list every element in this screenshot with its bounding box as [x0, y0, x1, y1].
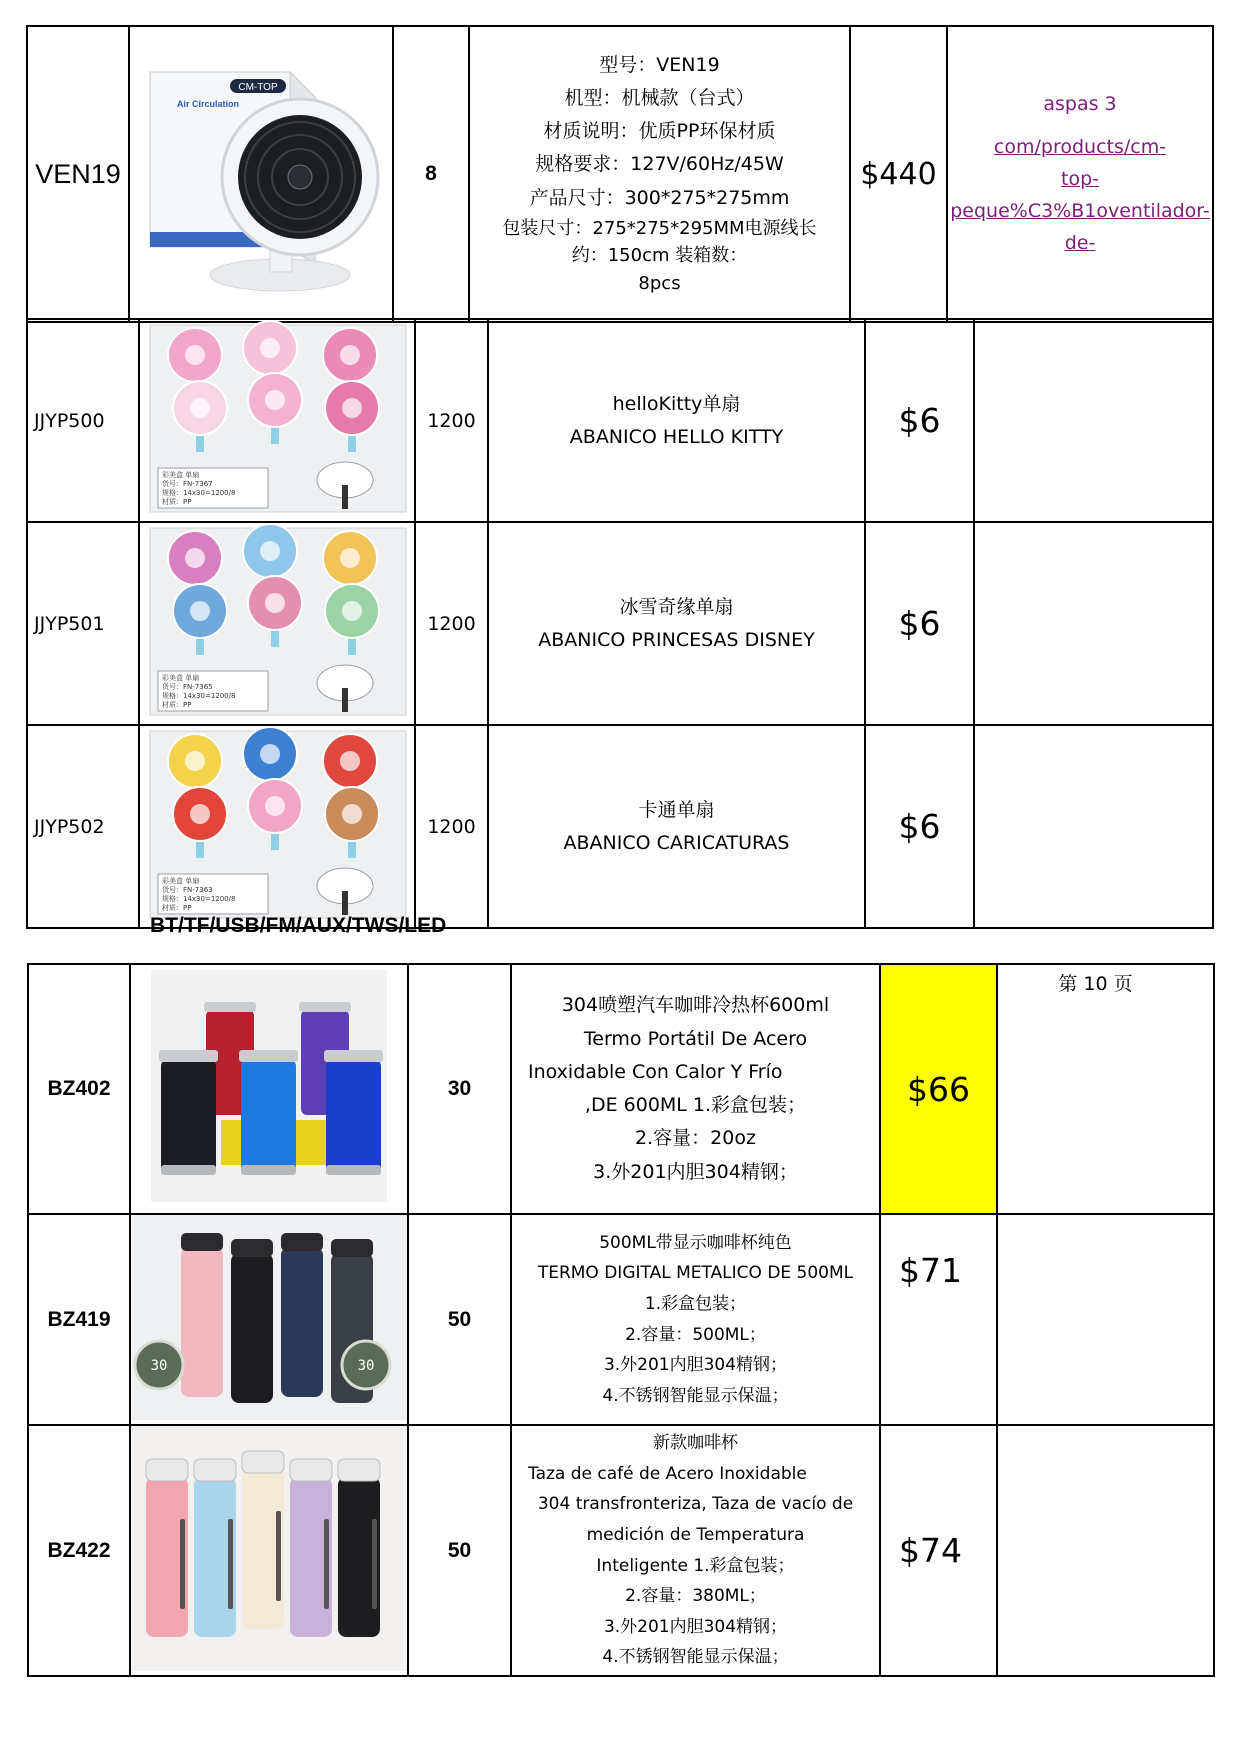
- fan-face: [185, 751, 205, 771]
- desc-line: medición de Temperatura: [586, 1524, 805, 1545]
- product-description: [488, 319, 865, 522]
- spec-text: 材质：PP: [162, 701, 192, 709]
- fan-face: [190, 601, 210, 621]
- desk-fan-image: [130, 27, 393, 317]
- product-image-cell: [129, 26, 393, 322]
- price: $66: [880, 964, 997, 1214]
- product-image-cell: [130, 1425, 408, 1676]
- fan-face: [260, 744, 280, 764]
- desc-line: 3.外201内胆304精钢；: [603, 1616, 788, 1637]
- fans-table: [26, 318, 1214, 929]
- desc-line: Taza de café de Acero Inoxidable: [528, 1463, 807, 1484]
- fan-diagram-handle: [342, 688, 348, 712]
- page-number: 第 10 页: [997, 964, 1214, 1214]
- fan-face: [342, 601, 362, 621]
- cups-table: [27, 963, 1215, 1677]
- fan-face: [185, 548, 205, 568]
- fan-sheet-image: [140, 523, 415, 720]
- temperature-readout: 30: [357, 1358, 375, 1374]
- spec-text: 材质：PP: [162, 904, 192, 912]
- cup-lid: [231, 1239, 273, 1257]
- fan-face: [190, 804, 210, 824]
- fan-face: [260, 541, 280, 561]
- spec-text: 货号：FN-7363: [162, 886, 213, 894]
- cup-body: [281, 1247, 323, 1397]
- product-code: BZ402: [28, 964, 130, 1214]
- fan-row: [27, 522, 1213, 725]
- tumbler-lid: [159, 1050, 218, 1062]
- fan-face: [340, 751, 360, 771]
- product-description: [511, 964, 880, 1214]
- product-description: [511, 1214, 880, 1425]
- desc-line: 机型：机械款（台式）: [564, 86, 755, 109]
- desc-line: 包装尺寸：275*275*295MM电源线长: [502, 217, 817, 239]
- desc-line: 304 transfronteriza, Taza de vacío de: [537, 1494, 854, 1515]
- desc-line: 产品尺寸：300*275*275mm: [529, 186, 790, 209]
- empty-cell: [997, 1214, 1214, 1425]
- title-cn: 卡通单扇: [638, 799, 715, 822]
- cup-lid: [242, 1451, 284, 1473]
- fan-sheet-image: [140, 320, 415, 517]
- empty-cell: [974, 725, 1213, 928]
- product-image-cell: [139, 319, 415, 522]
- cup-strap: [324, 1519, 329, 1609]
- link-line[interactable]: de-: [1064, 232, 1096, 255]
- tumbler-body: [241, 1060, 296, 1175]
- spec-text: 货号：FN-7367: [162, 480, 213, 488]
- desc-line: 304喷塑汽车咖啡冷热杯600ml: [561, 994, 830, 1017]
- quantity: 1200: [415, 522, 488, 725]
- tumbler-image: [131, 965, 408, 1209]
- fan-face: [340, 548, 360, 568]
- empty-cell: [997, 1425, 1214, 1676]
- desc-line: 3.外201内胆304精钢；: [593, 1160, 798, 1183]
- tumbler-base: [241, 1165, 296, 1175]
- tumbler-base: [326, 1165, 381, 1175]
- fan-sheet-image: [140, 726, 415, 923]
- quantity: 8: [393, 26, 469, 322]
- quantity: 50: [408, 1214, 511, 1425]
- box-label: Air Circulation: [176, 99, 240, 109]
- product-link[interactable]: [948, 131, 1212, 260]
- quantity: 1200: [415, 725, 488, 928]
- product-description: [488, 522, 865, 725]
- fan-face: [265, 390, 285, 410]
- link-line[interactable]: peque%C3%B1oventilador-: [950, 200, 1210, 223]
- fan-row: [27, 725, 1213, 928]
- cup-lid: [290, 1459, 332, 1481]
- cup-row: [28, 964, 1214, 1214]
- product-code: BZ422: [28, 1425, 130, 1676]
- spec-text: 彩美盒 单扇: [162, 471, 200, 479]
- tumbler-lid: [239, 1050, 298, 1062]
- cup-strap: [372, 1519, 377, 1609]
- tumbler-base: [161, 1165, 216, 1175]
- spec-text: 规格：14x30=1200/8: [162, 489, 236, 497]
- title-es: ABANICO CARICATURAS: [563, 831, 790, 854]
- product-description: [511, 1425, 880, 1676]
- product-code: JJYP501: [27, 522, 139, 725]
- desc-line: 500ML带显示咖啡杯纯色: [599, 1232, 792, 1253]
- empty-cell: [974, 522, 1213, 725]
- fan-face: [185, 345, 205, 365]
- ven19-table: [26, 25, 1214, 323]
- cup-strap: [228, 1519, 233, 1609]
- desc-line: 规格要求：127V/60Hz/45W: [535, 153, 784, 176]
- product-image-cell: [130, 964, 408, 1214]
- fan-row: [27, 319, 1213, 522]
- desc-line: Termo Portátil De Acero: [583, 1027, 808, 1050]
- empty-cell: [974, 319, 1213, 522]
- tumbler-body: [161, 1060, 216, 1175]
- link-line[interactable]: com/products/cm-: [993, 135, 1167, 158]
- quantity: 1200: [415, 319, 488, 522]
- spec-text: 规格：14x30=1200/8: [162, 692, 236, 700]
- title-cn: 冰雪奇缘单扇: [619, 596, 734, 619]
- spec-text: 材质：PP: [162, 498, 192, 506]
- price: $440: [850, 26, 947, 322]
- quantity: 50: [408, 1425, 511, 1676]
- title-cn: helloKitty单扇: [612, 393, 741, 416]
- smart-cup-image: [131, 1426, 408, 1671]
- fan-face: [260, 338, 280, 358]
- price: $74: [880, 1425, 997, 1676]
- desc-line: 2.容量：20oz: [635, 1127, 756, 1150]
- spec-text: 货号：FN-7365: [162, 683, 213, 691]
- section-label: BT/TF/USB/FM/AUX/TWS/LED: [150, 914, 447, 937]
- spec-text: 彩美盒 单扇: [162, 877, 200, 885]
- product-code: JJYP500: [27, 319, 139, 522]
- link-line[interactable]: top-: [1061, 167, 1099, 190]
- brand-label: CM-TOP: [238, 82, 278, 93]
- cup-strap: [276, 1511, 281, 1601]
- cup-lid: [181, 1233, 223, 1251]
- desc-line: TERMO DIGITAL METALICO DE 500ML: [537, 1263, 854, 1284]
- fan-face: [190, 398, 210, 418]
- product-image-cell: [130, 1214, 408, 1425]
- desc-line: Inoxidable Con Calor Y Frío: [528, 1060, 783, 1083]
- note-title: aspas 3: [1043, 93, 1117, 116]
- desc-line: Inteligente 1.彩盒包装；: [596, 1555, 795, 1576]
- desc-line: 1.彩盒包装；: [644, 1293, 747, 1314]
- cup-lid: [281, 1233, 323, 1251]
- price: $71: [880, 1214, 997, 1425]
- product-code: VEN19: [27, 26, 129, 322]
- spec-text: 彩美盒 单扇: [162, 674, 200, 682]
- desc-line: 3.外201内胆304精钢；: [603, 1355, 788, 1376]
- desc-line: 约：150cm 装箱数：: [571, 244, 748, 266]
- cup-body: [231, 1253, 273, 1403]
- fan-diagram-handle: [342, 485, 348, 509]
- fan-face: [265, 796, 285, 816]
- title-es: ABANICO HELLO KITTY: [569, 425, 784, 448]
- cup-body: [181, 1247, 223, 1397]
- product-image-cell: [139, 522, 415, 725]
- desc-line: 材质说明：优质PP环保材质: [543, 120, 776, 143]
- desc-line: 2.容量：380ML；: [625, 1586, 766, 1607]
- fan-face: [265, 593, 285, 613]
- quantity: 30: [408, 964, 511, 1214]
- product-description: [488, 725, 865, 928]
- cup-row: [28, 1214, 1214, 1425]
- digital-cup-image: [131, 1215, 408, 1420]
- desc-line: 4.不锈钢智能显示保温；: [602, 1385, 789, 1406]
- tumbler-lid: [324, 1050, 383, 1062]
- tumbler-lid: [299, 1002, 351, 1012]
- desc-line: 2.容量：500ML；: [625, 1324, 766, 1345]
- price: $6: [865, 522, 974, 725]
- desc-line: 8pcs: [638, 272, 681, 294]
- title-es: ABANICO PRINCESAS DISNEY: [538, 628, 815, 651]
- temperature-readout: 30: [150, 1358, 168, 1374]
- cup-strap: [180, 1519, 185, 1609]
- fan-face: [340, 345, 360, 365]
- fan-face: [342, 804, 362, 824]
- ven19-row: [27, 26, 1213, 322]
- cup-row: [28, 1425, 1214, 1676]
- cup-lid: [194, 1459, 236, 1481]
- fan-diagram-handle: [342, 891, 348, 915]
- note-cell: [947, 26, 1213, 322]
- cup-lid: [338, 1459, 380, 1481]
- cup-lid: [331, 1239, 373, 1257]
- desc-line: ,DE 600ML 1.彩盒包装；: [584, 1094, 807, 1116]
- product-description: [469, 26, 850, 322]
- desc-line: 4.不锈钢智能显示保温；: [602, 1647, 789, 1668]
- tumbler-body: [326, 1060, 381, 1175]
- cup-lid: [146, 1459, 188, 1481]
- price: $6: [865, 319, 974, 522]
- price: $6: [865, 725, 974, 928]
- fan-face: [342, 398, 362, 418]
- tumbler-lid: [204, 1002, 256, 1012]
- desc-line: 型号：VEN19: [599, 53, 720, 76]
- desc-line: 新款咖啡杯: [653, 1433, 738, 1454]
- product-code: BZ419: [28, 1214, 130, 1425]
- product-code: JJYP502: [27, 725, 139, 928]
- spec-text: 规格：14x30=1200/8: [162, 895, 236, 903]
- product-image-cell: [139, 725, 415, 928]
